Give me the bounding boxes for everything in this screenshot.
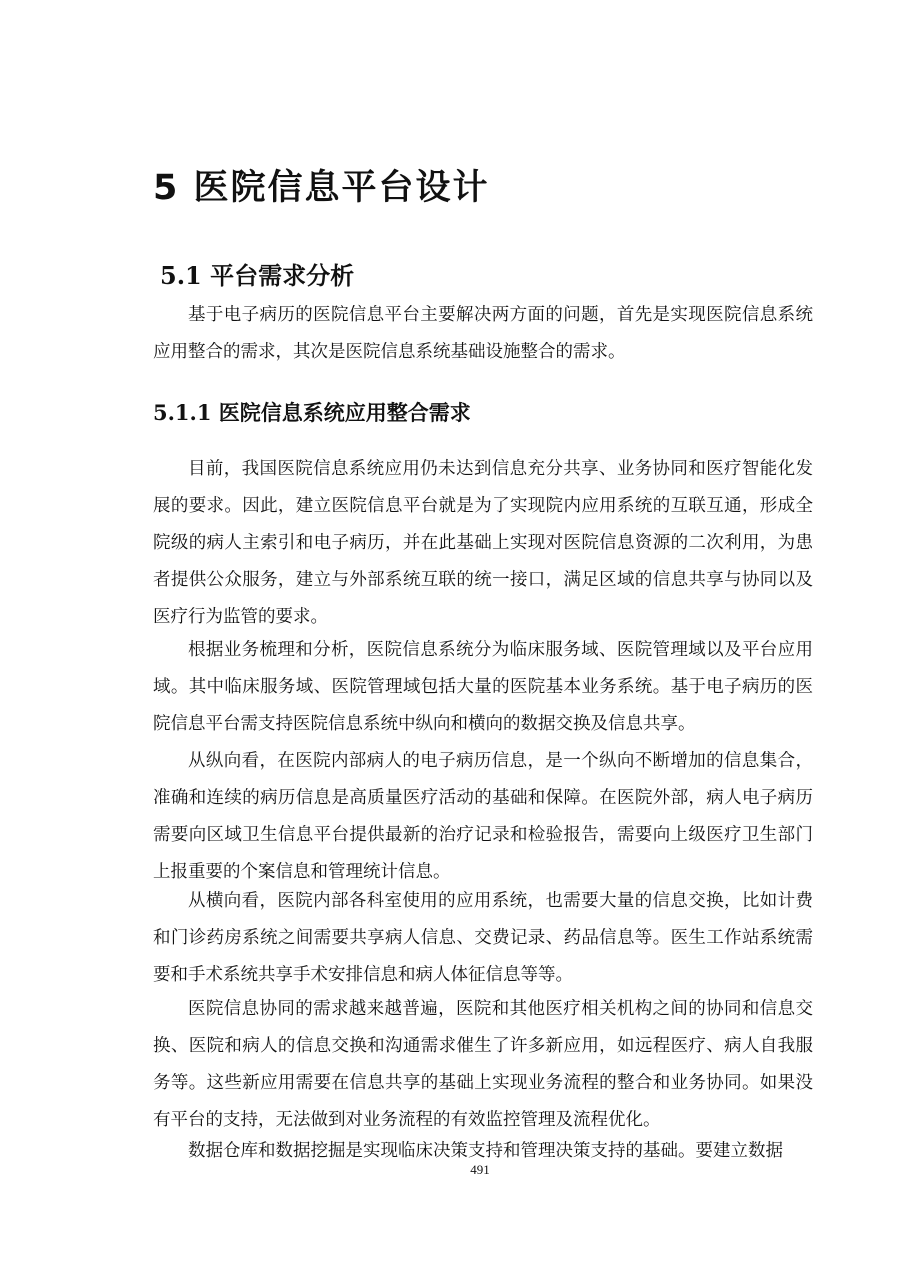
body-paragraph-6: 数据仓库和数据挖掘是实现临床决策支持和管理决策支持的基础。要建立数据	[188, 1141, 783, 1161]
body-paragraph-1: 目前，我国医院信息系统应用仍未达到信息充分共享、业务协同和医疗智能化发展的要求。因此，建立医院信息平台就是为了实现院内应用系统的互联互通，形成全院级的病人主索引和电子病历，并在此基础上实现对医院信息资源的二次利用，为患者提供公众服务，建立与外部系统互联的统一接口，满足区域的信息共享与协同以及医疗行为监管的要求。	[153, 459, 813, 627]
body-paragraph-4: 从横向看，医院内部各科室使用的应用系统，也需要大量的信息交换，比如计费和门诊药房系统之间需要共享病人信息、交费记录、药品信息等。医生工作站系统需要和手术系统共享手术安排信息和病人体征信息等等。	[153, 891, 813, 985]
page-number: 491	[470, 1162, 490, 1177]
chapter-title: 5 医院信息平台设计	[153, 168, 490, 208]
section-intro-paragraph: 基于电子病历的医院信息平台主要解决两方面的问题，首先是实现医院信息系统应用整合的需求，其次是医院信息系统基础设施整合的需求。	[153, 305, 813, 362]
body-paragraph-2: 根据业务梳理和分析，医院信息系统分为临床服务域、医院管理域以及平台应用域。其中临床服务域、医院管理域包括大量的医院基本业务系统。基于电子病历的医院信息平台需支持医院信息系统中纵向和横向的数据交换及信息共享。	[153, 640, 813, 734]
body-paragraph-5: 医院信息协同的需求越来越普遍，医院和其他医疗相关机构之间的协同和信息交换、医院和病人的信息交换和沟通需求催生了许多新应用，如远程医疗、病人自我服务等。这些新应用需要在信息共享的基础上实现业务流程的整合和业务协同。如果没有平台的支持，无法做到对业务流程的有效监控管理及流程优化。	[153, 999, 813, 1130]
subsection-title: 5.1.1 医院信息系统应用整合需求	[153, 400, 471, 425]
body-paragraph-3: 从纵向看，在医院内部病人的电子病历信息，是一个纵向不断增加的信息集合，准确和连续的病历信息是高质量医疗活动的基础和保障。在医院外部，病人电子病历需要向区域卫生信息平台提供最新的治疗记录和检验报告，需要向上级医疗卫生部门上报重要的个案信息和管理统计信息。	[153, 751, 813, 882]
section-title: 5.1 平台需求分析	[160, 261, 355, 290]
